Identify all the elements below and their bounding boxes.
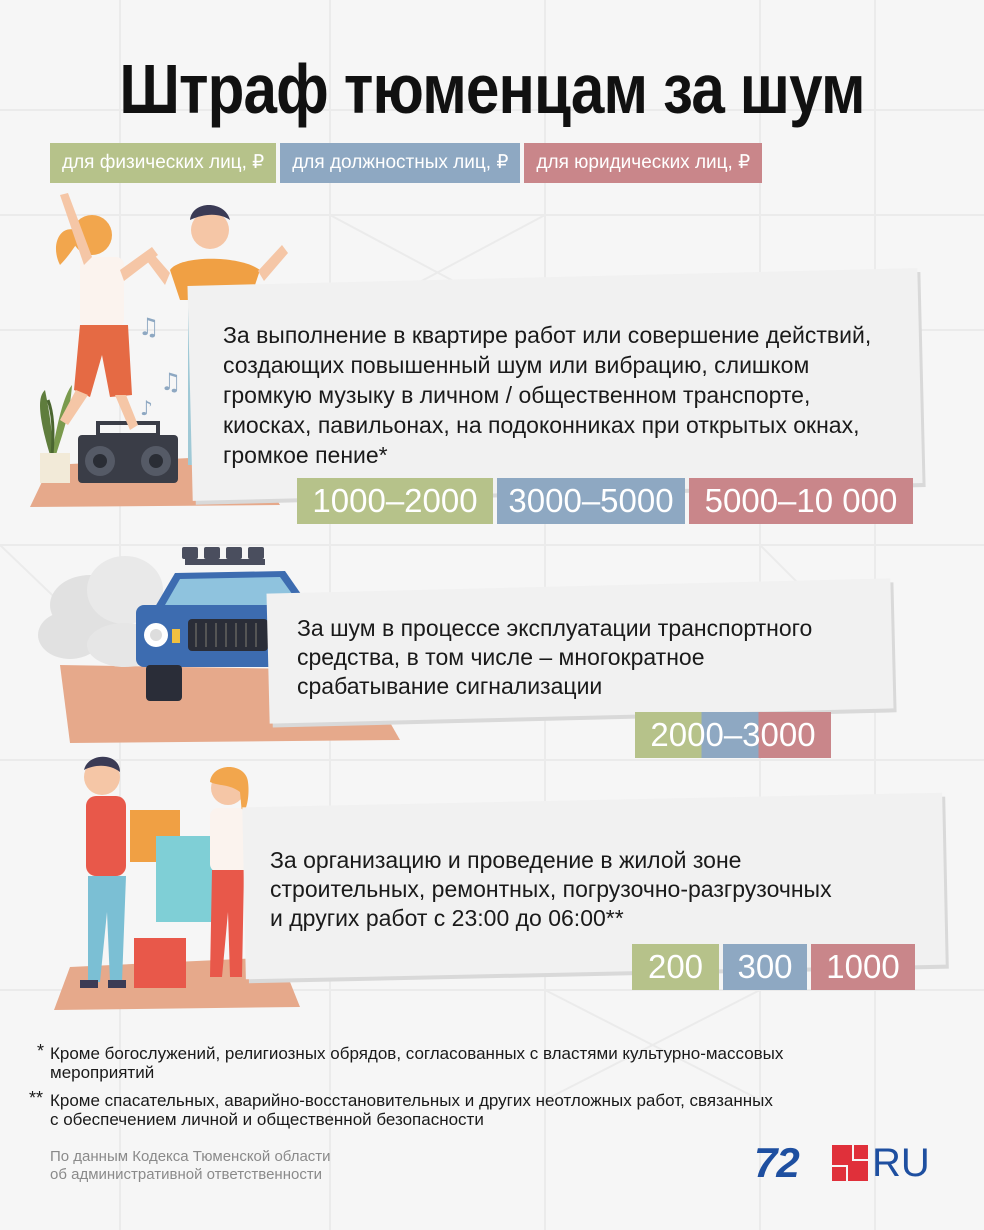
legend-individual: для физических лиц, ₽	[50, 143, 276, 183]
fine-amounts-noise	[297, 478, 913, 524]
logo-squares-icon	[832, 1145, 868, 1181]
svg-text:♫: ♫	[160, 368, 182, 396]
fine-individual: 1000–2000	[297, 478, 493, 524]
card-text-line: и других работ с 23:00 до 06:00**	[270, 905, 624, 931]
footnote-mark: **	[29, 1088, 44, 1108]
footnote-mark: *	[37, 1041, 45, 1061]
page-title: Штраф тюменцам за шум	[119, 50, 865, 128]
fine-individual: 200	[632, 944, 719, 990]
footnote-line: Кроме богослужений, религиозных обрядов, согласованных с властями культурно-массовых	[50, 1044, 784, 1063]
source-line: об административной ответственности	[50, 1166, 323, 1183]
card-text-line: срабатывание сигнализации	[297, 673, 603, 699]
legend-legal: для юридических лиц, ₽	[524, 143, 762, 183]
fine-amounts-vehicle	[635, 712, 831, 758]
source-note	[50, 1148, 331, 1184]
logo-suffix: RU	[872, 1141, 930, 1185]
fine-card-construction-text	[270, 846, 832, 933]
legend-official: для должностных лиц, ₽	[280, 143, 520, 183]
svg-text:♫: ♫	[138, 313, 160, 341]
fine-amounts-construction	[632, 944, 915, 990]
fine-card-vehicle-text	[297, 614, 812, 701]
fine-legal: 5000–10 000	[689, 478, 913, 524]
footnote-line: с обеспечением личной и общественной безопасности	[50, 1110, 484, 1129]
72ru-logo[interactable]	[754, 1140, 938, 1186]
legend	[50, 143, 762, 183]
footnote-1	[37, 1041, 784, 1082]
card-text-line: За шум в процессе эксплуатации транспортного	[297, 615, 813, 641]
fine-all-categories: 2000–3000	[650, 716, 816, 753]
footnote-line: Кроме спасательных, аварийно-восстановительных и других неотложных работ, связанных	[50, 1091, 773, 1110]
card-text-line: средства, в том числе – многократное	[297, 644, 705, 670]
fine-official: 3000–5000	[497, 478, 685, 524]
footnote-line: мероприятий	[50, 1063, 155, 1082]
card-text-line: громкую музыку в личном / общественном транспорте,	[223, 382, 811, 408]
footnote-2	[29, 1088, 773, 1129]
card-text-line: создающих повышенный шум или вибрацию, слишком	[223, 352, 810, 378]
card-text-line: киосках, павильонах, на подоконниках при открытых окнах,	[223, 412, 860, 438]
card-text-line: За выполнение в квартире работ или совершение действий,	[223, 322, 872, 348]
fine-official: 300	[723, 944, 807, 990]
card-text-line: громкое пение*	[223, 442, 388, 468]
fine-legal: 1000	[811, 944, 915, 990]
svg-text:♪: ♪	[140, 396, 153, 420]
logo-number: 72	[754, 1139, 799, 1186]
card-text-line: За организацию и проведение в жилой зоне	[270, 847, 742, 873]
card-text-line: строительных, ремонтных, погрузочно-разгрузочных	[270, 876, 832, 902]
source-line: По данным Кодекса Тюменской области	[50, 1148, 331, 1165]
fine-card-noise-text	[223, 320, 871, 470]
